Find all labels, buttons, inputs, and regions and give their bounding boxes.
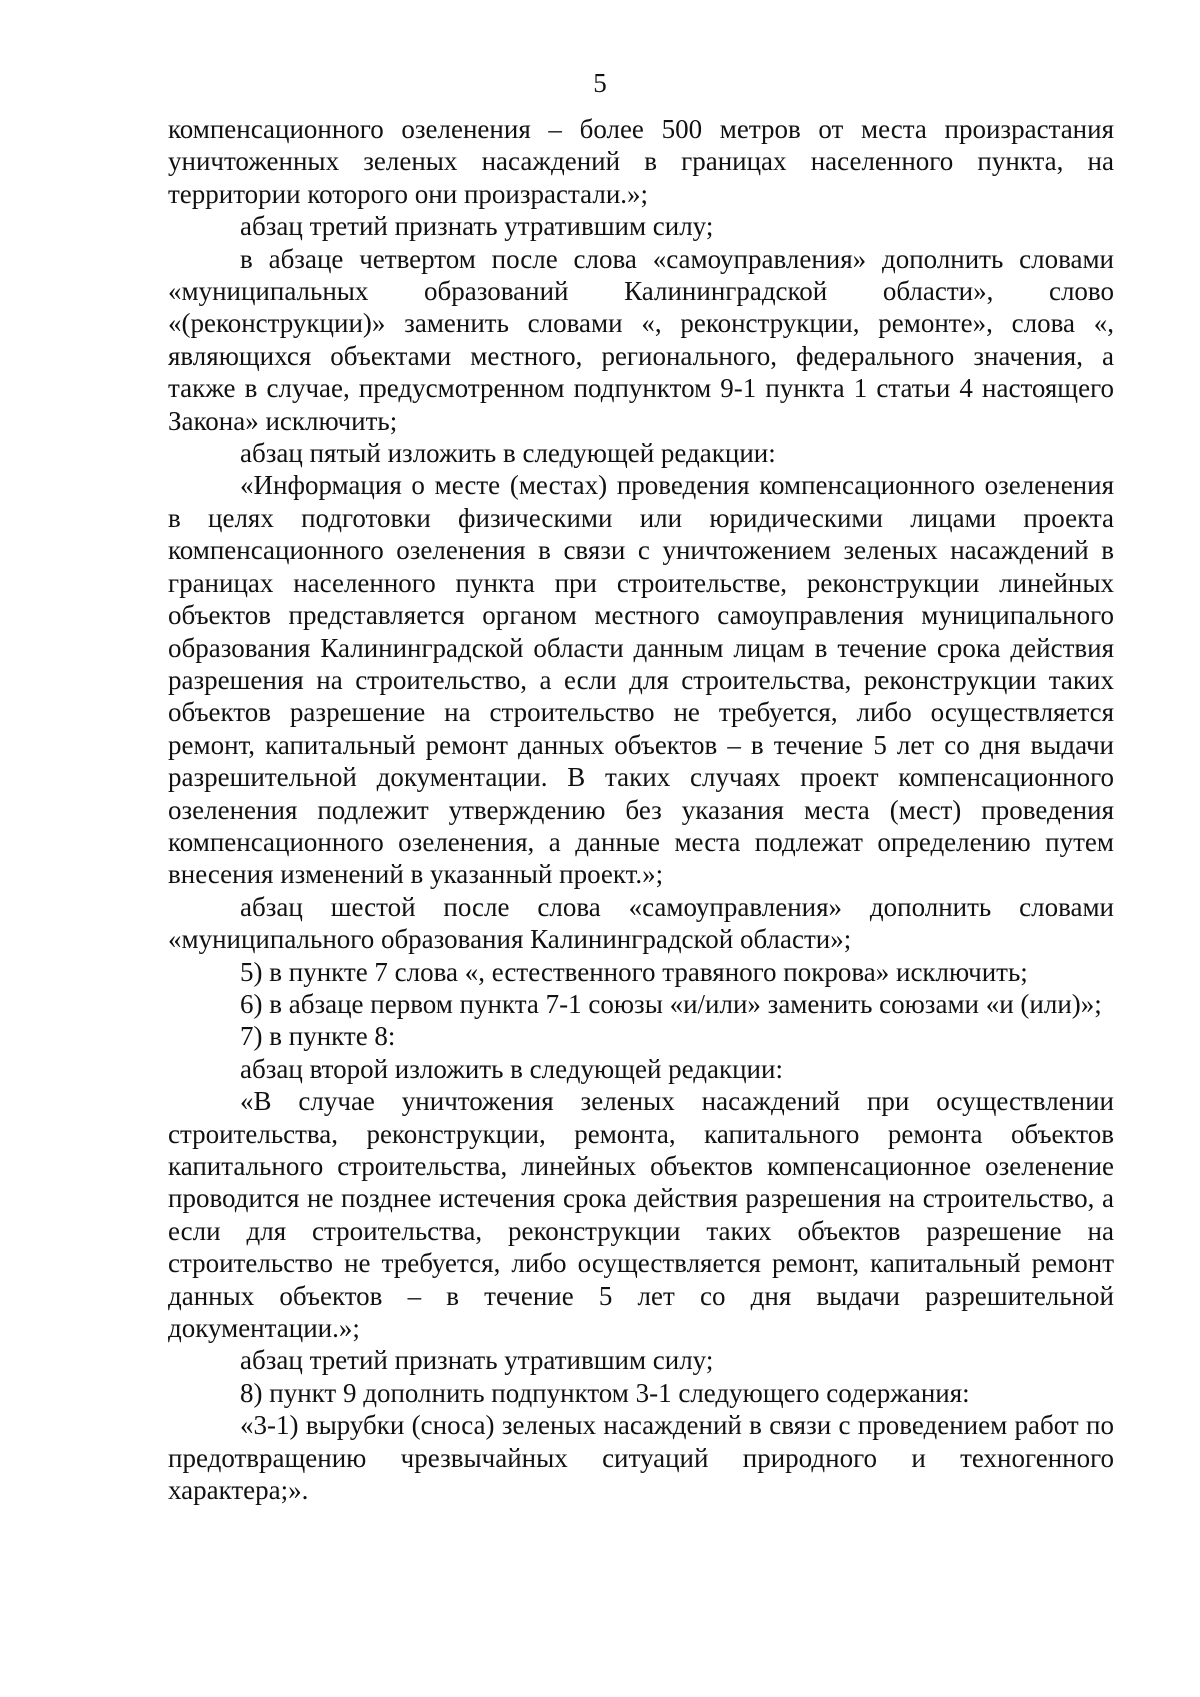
paragraph: абзац пятый изложить в следующей редакции: (240, 438, 776, 469)
paragraph: абзац шестой после слова «самоуправления» дополнить словами «муниципального образования Калининградской области»; (168, 891, 1114, 955)
paragraph: «В случае уничтожения зеленых насаждений при осуществлении строительства, реконструкции, ремонта, капитального ремонта объектов капитального строительства, линейных объектов компенсационное озеленение проводится не позднее истечения срока действия разрешения на строительство, а если для строительства, реконструкции таких объектов разрешение на строительство не требуется, либо осуществляется ремонт, капитальный ремонт данных объектов – в течение 5 лет со дня выдачи разрешительной документации.»; (168, 1086, 1114, 1344)
page-number: 5 (593, 68, 607, 98)
paragraph: «3-1) вырубки (сноса) зеленых насаждений в связи с проведением работ по предотвращению чрезвычайных ситуаций природного и техногенного характера;». (168, 1410, 1114, 1506)
paragraph: в абзаце четвертом после слова «самоуправления» дополнить словами «муниципальных образований Калининградской области», слово «(реконструкции)» заменить словами «, реконструкции, ремонте», слова «, являющихся объектами местного, регионального, федерального значения, а также в случае, предусмотренном подпунктом 9-1 пункта 1 статьи 4 настоящего Закона» исключить; (168, 243, 1114, 436)
paragraph: 7) в пункте 8: (240, 1021, 396, 1052)
paragraph: абзац второй изложить в следующей редакции: (240, 1053, 783, 1084)
paragraph: «Информация о месте (местах) проведения компенсационного озеленения в целях подготовки физическими или юридическими лицами проекта компенсационного озеленения в связи с уничтожением зеленых насаждений в границах населенного пункта при строительстве, реконструкции линейных объектов представляется органом местного самоуправления муниципального образования Калининградской области данным лицам в течение срока действия разрешения на строительство, а если для строительства, реконструкции таких объектов разрешение на строительство не требуется, либо осуществляется ремонт, капитальный ремонт данных объектов – в течение 5 лет со дня выдачи разрешительной документации. В таких случаях проект компенсационного озеленения подлежит утверждению без указания места (мест) проведения компенсационного озеленения, а данные места подлежат определению путем внесения изменений в указанный проект.»; (168, 470, 1114, 890)
paragraph: 6) в абзаце первом пункта 7-1 союзы «и/или» заменить союзами «и (или)»; (240, 988, 1102, 1019)
paragraph: абзац третий признать утратившим силу; (240, 211, 714, 242)
paragraph-continuation: компенсационного озеленения – более 500 метров от места произрастания уничтоженных зеленых насаждений в границах населенного пункта, на территории которого они произрастали.»; (168, 114, 1114, 209)
paragraph: 5) в пункте 7 слова «, естественного травяного покрова» исключить; (240, 956, 1028, 987)
paragraph: абзац третий признать утратившим силу; (240, 1345, 714, 1376)
document-body (168, 113, 1114, 1506)
paragraph: 8) пункт 9 дополнить подпунктом 3-1 следующего содержания: (240, 1377, 970, 1408)
